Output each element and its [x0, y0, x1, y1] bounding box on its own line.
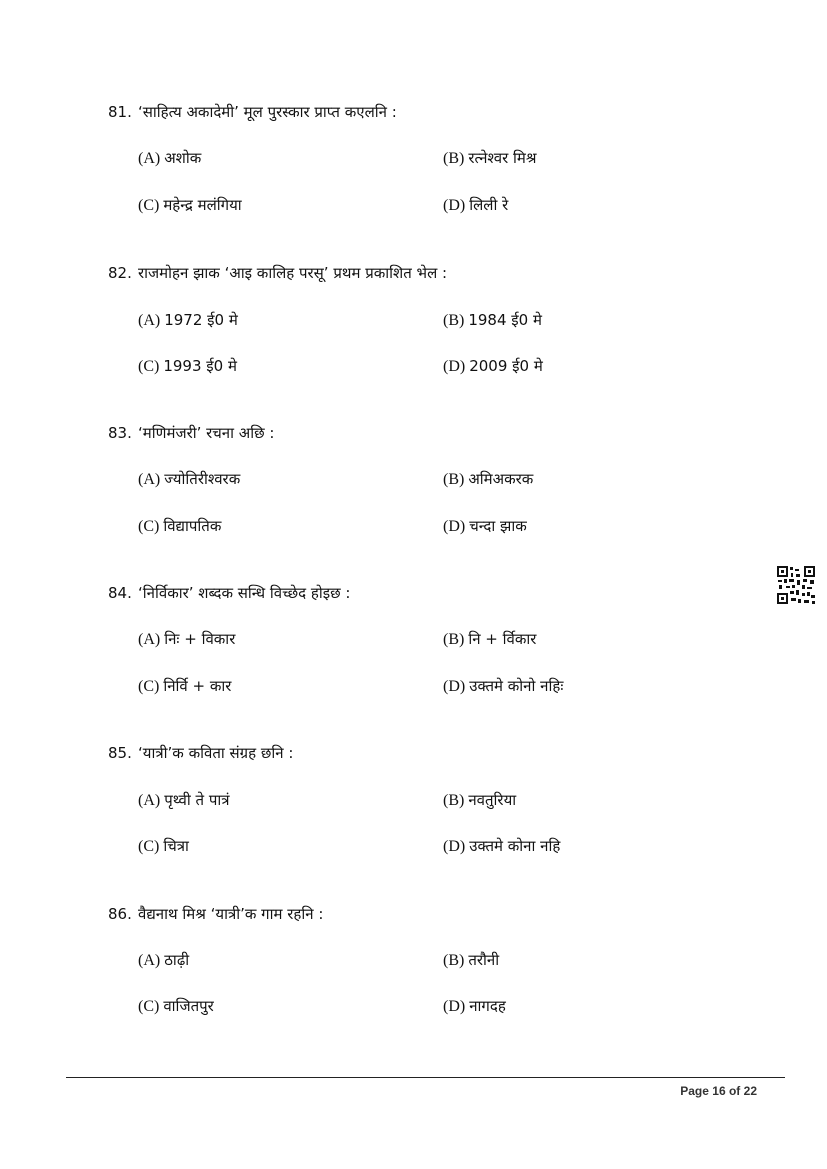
- option-label: (B): [443, 150, 465, 167]
- option-text: 2009 ई0 मे: [469, 357, 543, 375]
- question-85: [108, 743, 293, 763]
- question-84: [108, 583, 350, 603]
- option-label: (B): [443, 792, 465, 809]
- option-label: (A): [138, 471, 161, 488]
- option-81-c[interactable]: [138, 195, 242, 215]
- option-text: ज्योतिरीश्वरक: [164, 470, 241, 488]
- option-label: (C): [138, 838, 160, 855]
- question-81: [108, 102, 397, 122]
- option-label: (D): [443, 518, 466, 535]
- question-number: 85.: [108, 744, 132, 762]
- question-86: [108, 904, 323, 924]
- question-text: ‘मणिमंजरी’ रचना अछि :: [138, 424, 275, 442]
- option-85-a[interactable]: [138, 790, 230, 810]
- option-label: (B): [443, 312, 465, 329]
- option-83-c[interactable]: [138, 516, 221, 536]
- option-86-d[interactable]: [443, 996, 506, 1016]
- option-label: (C): [138, 678, 160, 695]
- option-83-b[interactable]: [443, 469, 533, 489]
- option-84-c[interactable]: [138, 676, 231, 696]
- option-82-a[interactable]: [138, 310, 238, 330]
- option-label: (C): [138, 197, 160, 214]
- option-label: (C): [138, 998, 160, 1015]
- option-label: (A): [138, 312, 161, 329]
- option-text: 1993 ई0 मे: [163, 357, 237, 375]
- option-text: चित्रा: [163, 837, 189, 855]
- option-text: निः + विकार: [164, 630, 236, 648]
- option-85-b[interactable]: [443, 790, 516, 810]
- question-number: 86.: [108, 905, 132, 923]
- option-81-d[interactable]: [443, 195, 508, 215]
- option-82-d[interactable]: [443, 356, 543, 376]
- question-text: वैद्यनाथ मिश्र ‘यात्री’क गाम रहनि :: [138, 905, 324, 923]
- option-86-a[interactable]: [138, 950, 189, 970]
- option-text: नागदह: [469, 997, 506, 1015]
- option-text: पृथ्वी ते पात्रं: [164, 791, 230, 809]
- option-82-b[interactable]: [443, 310, 542, 330]
- question-text: ‘यात्री’क कविता संग्रह छनि :: [138, 744, 294, 762]
- page-label: Page: [680, 1084, 709, 1098]
- option-label: (A): [138, 150, 161, 167]
- option-85-d[interactable]: [443, 836, 560, 856]
- option-81-a[interactable]: [138, 148, 201, 168]
- question-82: [108, 263, 447, 283]
- option-label: (C): [138, 518, 160, 535]
- option-label: (B): [443, 952, 465, 969]
- question-number: 81.: [108, 103, 132, 121]
- option-label: (D): [443, 678, 466, 695]
- option-81-b[interactable]: [443, 148, 537, 168]
- question-number: 84.: [108, 584, 132, 602]
- option-85-c[interactable]: [138, 836, 189, 856]
- option-text: लिली रे: [469, 196, 509, 214]
- option-text: अमिअकरक: [468, 470, 534, 488]
- option-label: (A): [138, 952, 161, 969]
- option-label: (D): [443, 197, 466, 214]
- option-label: (B): [443, 631, 465, 648]
- option-text: ठाढ़ी: [164, 951, 190, 969]
- page-total: 22: [743, 1084, 757, 1098]
- option-label: (A): [138, 792, 161, 809]
- option-label: (D): [443, 358, 466, 375]
- option-84-a[interactable]: [138, 629, 235, 649]
- option-86-b[interactable]: [443, 950, 499, 970]
- option-label: (B): [443, 471, 465, 488]
- question-text: राजमोहन झाक ‘आइ कालिह परसू’ प्रथम प्रकाशित भेल :: [138, 264, 448, 282]
- question-number: 82.: [108, 264, 132, 282]
- option-label: (A): [138, 631, 161, 648]
- footer-divider: [66, 1077, 785, 1078]
- option-text: वाजितपुर: [163, 997, 214, 1015]
- option-83-a[interactable]: [138, 469, 240, 489]
- question-number: 83.: [108, 424, 132, 442]
- page-of: of: [728, 1084, 741, 1098]
- option-text: नवतुरिया: [468, 791, 517, 809]
- option-84-d[interactable]: [443, 676, 563, 696]
- option-text: रत्नेश्वर मिश्र: [468, 149, 537, 167]
- page-current: 16: [712, 1084, 726, 1098]
- option-label: (D): [443, 998, 466, 1015]
- option-text: चन्दा झाक: [469, 517, 527, 535]
- option-82-c[interactable]: [138, 356, 237, 376]
- option-84-b[interactable]: [443, 629, 536, 649]
- question-83: [108, 423, 274, 443]
- option-text: 1972 ई0 मे: [164, 311, 238, 329]
- question-text: ‘निर्विकार’ शब्दक सन्धि विच्छेद होइछ :: [138, 584, 351, 602]
- option-text: उक्तमे कोना नहि: [469, 837, 561, 855]
- option-text: महेन्द्र मलंगिया: [163, 196, 242, 214]
- option-text: उक्तमे कोनो नहिः: [469, 677, 564, 695]
- option-label: (C): [138, 358, 160, 375]
- page-number: [680, 1084, 757, 1098]
- option-83-d[interactable]: [443, 516, 527, 536]
- question-text: ‘साहित्य अकादेमी’ मूल पुरस्कार प्राप्त कएलनि :: [138, 103, 397, 121]
- option-text: 1984 ई0 मे: [468, 311, 542, 329]
- option-text: नि + र्विकार: [468, 630, 537, 648]
- option-text: तरौनी: [468, 951, 500, 969]
- option-label: (D): [443, 838, 466, 855]
- qr-code-icon: [776, 565, 816, 605]
- option-text: निर्वि + कार: [163, 677, 232, 695]
- option-86-c[interactable]: [138, 996, 214, 1016]
- option-text: विद्यापतिक: [163, 517, 222, 535]
- option-text: अशोक: [164, 149, 202, 167]
